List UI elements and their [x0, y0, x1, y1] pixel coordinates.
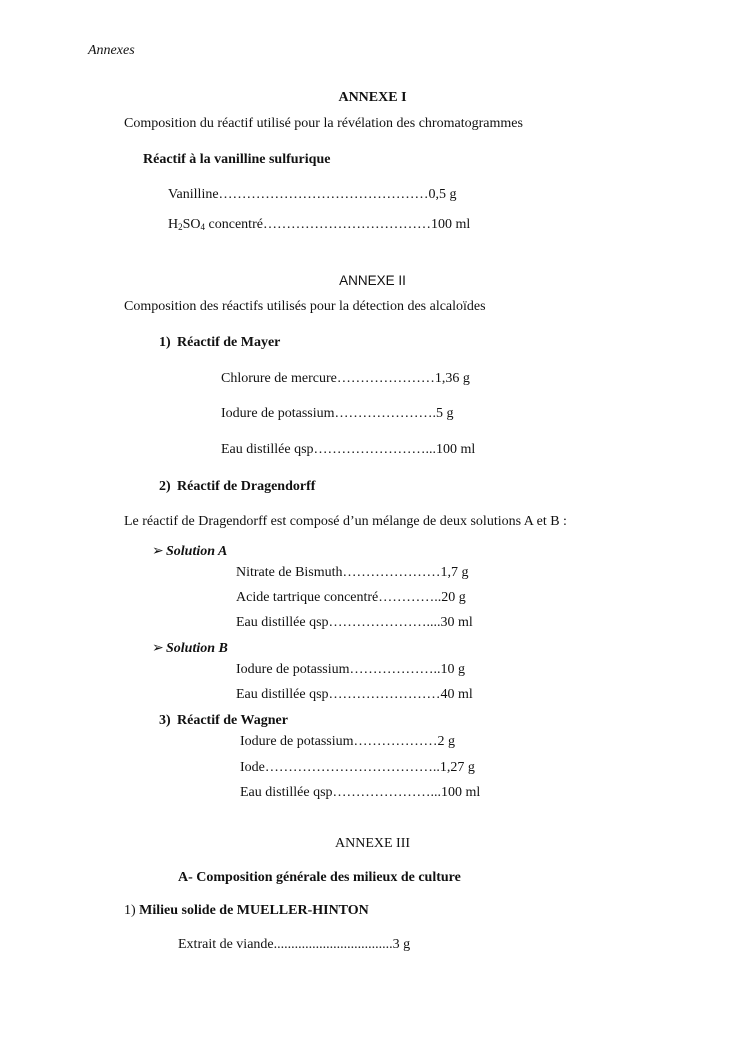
- dragendorff-intro: Le réactif de Dragendorff est composé d’un mélange de deux solutions A et B :: [124, 514, 567, 529]
- list-number: 1): [159, 335, 171, 350]
- mueller-hinton-heading: [124, 904, 369, 918]
- solution-b-heading: [152, 642, 228, 656]
- mueller-hinton-item: Extrait de viande..................................3 g: [178, 937, 411, 952]
- wagner-item: Iode………………………………..1,27 g: [240, 760, 475, 775]
- solution-b-item: Iodure de potassium………………..10 g: [236, 662, 466, 677]
- wagner-item: Eau distillée qsp…………………...100 ml: [240, 785, 481, 800]
- solution-a-item: Nitrate de Bismuth…………………1,7 g: [236, 565, 469, 580]
- dragendorff-heading: [159, 480, 315, 494]
- vanillin-line: Vanilline………………………………………0,5 g: [168, 187, 457, 202]
- sulfuric-acid-line: $H_2SO_4$ concentré………………………………100 ml: [168, 217, 471, 232]
- annexe-1-intro: Composition du réactif utilisé pour la révélation des chromatogrammes: [124, 116, 523, 131]
- mayer-heading: [159, 336, 280, 350]
- list-number: 3): [159, 713, 171, 728]
- wagner-title: Réactif de Wagner: [177, 713, 288, 728]
- vanillin-reagent-title: Réactif à la vanilline sulfurique: [143, 152, 331, 167]
- solution-a-heading: [152, 545, 227, 559]
- mayer-item: Iodure de potassium………………….5 g: [221, 406, 454, 421]
- solution-a-title: Solution A: [166, 544, 228, 559]
- annexe-2-intro: Composition des réactifs utilisés pour la détection des alcaloïdes: [124, 299, 486, 314]
- list-number: 2): [159, 479, 171, 494]
- running-header: Annexes: [88, 43, 135, 58]
- annexe-2-title: ANNEXE II: [339, 273, 406, 288]
- solution-a-item: Eau distillée qsp…………………....30 ml: [236, 615, 473, 630]
- dragendorff-title: Réactif de Dragendorff: [177, 479, 316, 494]
- wagner-item: Iodure de potassium………………2 g: [240, 734, 456, 749]
- solution-a-item: Acide tartrique concentré…………..20 g: [236, 590, 466, 605]
- list-number: 1): [124, 903, 136, 918]
- mayer-item: Chlorure de mercure…………………1,36 g: [221, 371, 470, 386]
- annexe-1-title: ANNEXE I: [338, 90, 407, 105]
- arrow-bullet-icon: ➢: [152, 544, 164, 559]
- section-a-title: A- Composition générale des milieux de culture: [178, 870, 461, 885]
- annexe-3-title: ANNEXE III: [334, 836, 411, 851]
- solution-b-title: Solution B: [166, 641, 228, 656]
- wagner-heading: [159, 714, 288, 728]
- mayer-item: Eau distillée qsp……………………...100 ml: [221, 442, 476, 457]
- arrow-bullet-icon: ➢: [152, 641, 164, 656]
- mueller-hinton-title: Milieu solide de MUELLER-HINTON: [139, 903, 369, 918]
- solution-b-item: Eau distillée qsp……………………40 ml: [236, 687, 473, 702]
- mayer-title: Réactif de Mayer: [177, 335, 281, 350]
